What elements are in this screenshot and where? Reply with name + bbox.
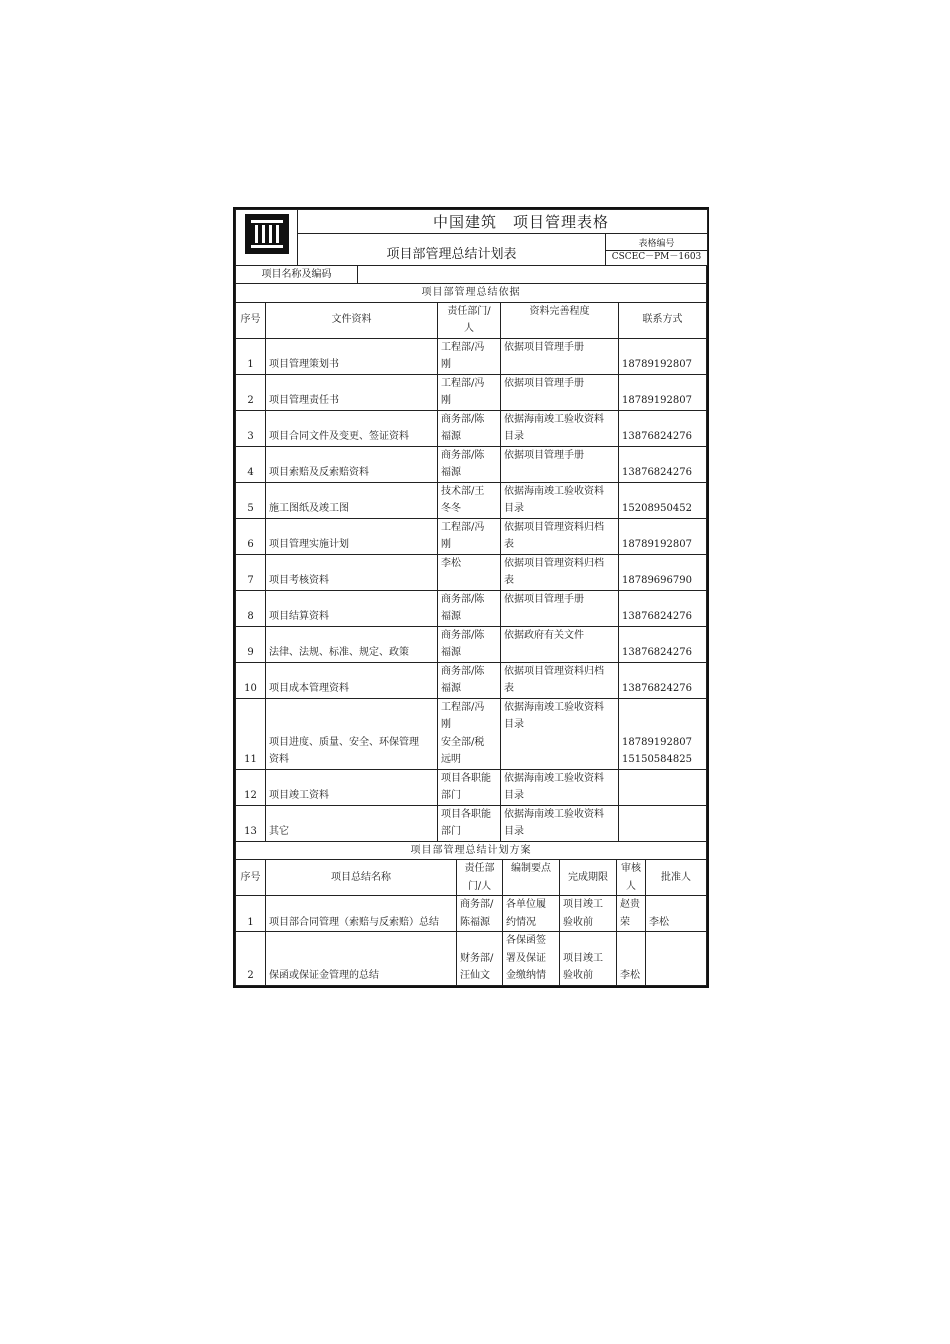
row-deadline: 项目竣工 验收前 [560, 896, 617, 932]
row-seq: 1 [236, 896, 266, 932]
table-row [236, 338, 707, 374]
plan-section-title: 项目部管理总结计划方案 [236, 842, 707, 860]
row-seq: 8 [236, 590, 266, 626]
row-doc: 项目合同文件及变更、签证资料 [266, 410, 438, 446]
row-dept: 李松 [438, 554, 501, 590]
row-doc: 项目成本管理资料 [266, 662, 438, 698]
row-level: 依据海南竣工验收资料 目录 [501, 410, 619, 446]
plan-header-reviewer: 审核 人 [617, 860, 646, 896]
plan-rows [236, 896, 707, 986]
row-contact: 18789192807 15150584825 [619, 698, 707, 769]
row-contact: 18789192807 [619, 374, 707, 410]
form-code-value: CSCEC－PM－1603 [611, 251, 702, 262]
row-approver [646, 932, 707, 986]
plan-header-dept: 责任部 门/人 [457, 860, 503, 896]
table-row [236, 590, 707, 626]
cscec-logo [236, 210, 298, 266]
row-contact [619, 805, 707, 841]
row-dept: 商务部/陈 福源 [438, 410, 501, 446]
row-level: 依据政府有关文件 [501, 626, 619, 662]
row-level: 依据项目管理手册 [501, 446, 619, 482]
table-row [236, 769, 707, 805]
table-row [236, 482, 707, 518]
row-seq: 3 [236, 410, 266, 446]
row-contact: 13876824276 [619, 626, 707, 662]
row-dept: 工程部/冯 刚 [438, 518, 501, 554]
row-level: 依据海南竣工验收资料 目录 [501, 769, 619, 805]
table-row [236, 932, 707, 986]
row-doc: 项目考核资料 [266, 554, 438, 590]
row-points: 各保函签 署及保证 金缴纳情 [503, 932, 560, 986]
table-row [236, 896, 707, 932]
row-contact: 18789192807 [619, 338, 707, 374]
row-dept: 商务部/陈 福源 [438, 590, 501, 626]
row-level: 依据海南竣工验收资料 目录 [501, 805, 619, 841]
plan-table [235, 842, 707, 986]
row-seq: 10 [236, 662, 266, 698]
row-contact: 18789192807 [619, 518, 707, 554]
row-dept: 商务部/陈 福源 [438, 626, 501, 662]
table-row [236, 698, 707, 769]
row-name: 项目部合同管理（索赔与反索赔）总结 [266, 896, 457, 932]
table-row [236, 554, 707, 590]
row-contact: 13876824276 [619, 410, 707, 446]
row-seq: 11 [236, 698, 266, 769]
row-seq: 12 [236, 769, 266, 805]
row-seq: 1 [236, 338, 266, 374]
row-contact: 13876824276 [619, 662, 707, 698]
row-level: 依据项目管理资料归档 表 [501, 662, 619, 698]
project-name-label: 项目名称及编码 [236, 266, 358, 284]
row-level: 依据海南竣工验收资料 目录 [501, 482, 619, 518]
row-dept: 项目各职能 部门 [438, 769, 501, 805]
company-title: 中国建筑 项目管理表格 [298, 210, 708, 234]
form-code-label: 表格编号 [606, 238, 707, 251]
row-contact [619, 769, 707, 805]
table-row [236, 374, 707, 410]
form-header [235, 209, 708, 266]
basis-header-dept: 责任部门/ 人 [438, 302, 501, 338]
row-doc: 项目结算资料 [266, 590, 438, 626]
row-dept: 工程部/冯 刚 [438, 338, 501, 374]
basis-header-level: 资料完善程度 [501, 302, 619, 338]
row-doc: 施工图纸及竣工图 [266, 482, 438, 518]
row-doc: 项目索赔及反索赔资料 [266, 446, 438, 482]
row-seq: 5 [236, 482, 266, 518]
row-contact: 13876824276 [619, 590, 707, 626]
row-level: 依据项目管理手册 [501, 338, 619, 374]
row-contact: 18789696790 [619, 554, 707, 590]
row-contact: 13876824276 [619, 446, 707, 482]
row-doc: 法律、法规、标准、规定、政策 [266, 626, 438, 662]
row-seq: 7 [236, 554, 266, 590]
project-name-value [358, 266, 707, 284]
form-code [606, 234, 708, 265]
plan-header-points: 编制要点 [503, 860, 560, 896]
form-title: 项目部管理总结计划表 [298, 234, 606, 265]
plan-header-approver: 批准人 [646, 860, 707, 896]
plan-header-seq: 序号 [236, 860, 266, 896]
plan-header-name: 项目总结名称 [266, 860, 457, 896]
row-seq: 9 [236, 626, 266, 662]
row-dept: 商务部/陈 福源 [438, 446, 501, 482]
row-doc: 项目竣工资料 [266, 769, 438, 805]
row-dept: 工程部/冯 刚 [438, 374, 501, 410]
plan-header-deadline: 完成期限 [560, 860, 617, 896]
table-row [236, 805, 707, 841]
row-doc: 项目管理策划书 [266, 338, 438, 374]
table-row [236, 518, 707, 554]
row-doc: 项目进度、质量、安全、环保管理 资料 [266, 698, 438, 769]
cscec-logo-icon [245, 214, 289, 254]
row-doc: 项目管理责任书 [266, 374, 438, 410]
table-row [236, 626, 707, 662]
summary-plan-form [233, 207, 709, 988]
row-dept: 商务部/陈 福源 [438, 662, 501, 698]
basis-header-contact: 联系方式 [619, 302, 707, 338]
row-seq: 2 [236, 932, 266, 986]
project-name-row [235, 266, 707, 285]
row-dept: 项目各职能 部门 [438, 805, 501, 841]
row-seq: 6 [236, 518, 266, 554]
basis-header-seq: 序号 [236, 302, 266, 338]
row-approver: 李松 [646, 896, 707, 932]
basis-header-doc: 文件资料 [266, 302, 438, 338]
row-doc: 项目管理实施计划 [266, 518, 438, 554]
row-deadline: 项目竣工 验收前 [560, 932, 617, 986]
table-row [236, 446, 707, 482]
row-reviewer: 赵贵 荣 [617, 896, 646, 932]
row-level: 依据项目管理手册 [501, 590, 619, 626]
row-dept: 财务部/ 汪仙文 [457, 932, 503, 986]
basis-rows [236, 338, 707, 841]
table-row [236, 410, 707, 446]
row-seq: 13 [236, 805, 266, 841]
row-seq: 4 [236, 446, 266, 482]
row-reviewer: 李松 [617, 932, 646, 986]
row-seq: 2 [236, 374, 266, 410]
row-points: 各单位履 约情况 [503, 896, 560, 932]
basis-section-title: 项目部管理总结依据 [236, 284, 707, 302]
basis-table [235, 284, 707, 842]
row-level: 依据海南竣工验收资料 目录 [501, 698, 619, 769]
row-name: 保函或保证金管理的总结 [266, 932, 457, 986]
row-level: 依据项目管理手册 [501, 374, 619, 410]
row-level: 依据项目管理资料归档 表 [501, 554, 619, 590]
row-contact: 15208950452 [619, 482, 707, 518]
table-row [236, 662, 707, 698]
row-dept: 工程部/冯 刚 安全部/税 远明 [438, 698, 501, 769]
row-level: 依据项目管理资料归档 表 [501, 518, 619, 554]
row-doc: 其它 [266, 805, 438, 841]
row-dept: 商务部/ 陈福源 [457, 896, 503, 932]
row-dept: 技术部/王 冬冬 [438, 482, 501, 518]
